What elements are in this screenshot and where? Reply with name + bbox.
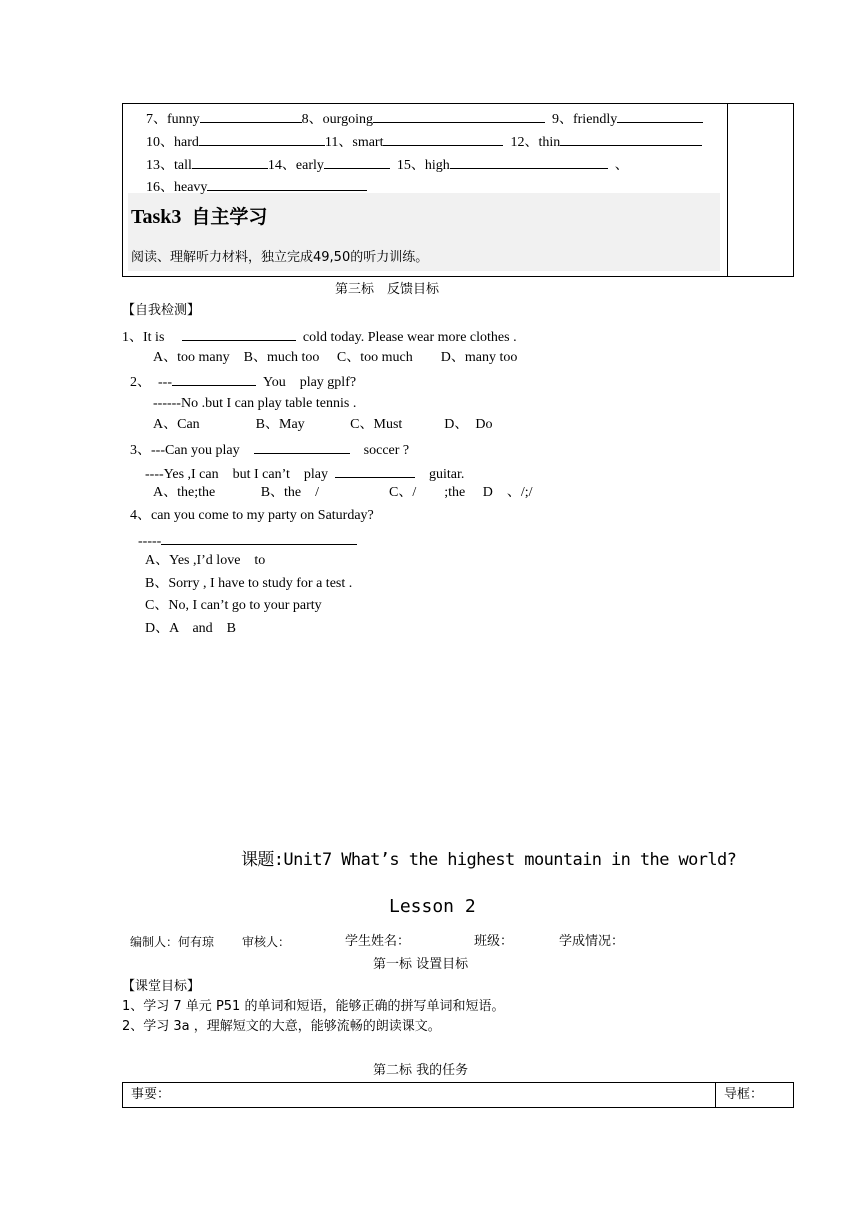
q4-stem: 4、can you come to my party on Saturday? — [130, 508, 374, 523]
table-divider — [727, 104, 728, 276]
q4-option-d: D、A and B — [145, 621, 236, 636]
section2-title: 第二标 我的任务 — [373, 1063, 469, 1078]
student-name-label: 学生姓名： — [345, 934, 411, 949]
reviewer-label: 审核人： — [242, 935, 291, 949]
vocab-row-4: 16、heavy — [146, 178, 367, 195]
goal-2: 2、学习 3a ，理解短文的大意，能够流畅的朗读课文。 — [122, 1019, 441, 1034]
q2-reply: ------No .but I can play table tennis . — [153, 396, 357, 411]
section1-title: 第一标 设置目标 — [373, 957, 469, 972]
lesson-title: Lesson 2 — [389, 896, 476, 917]
table-divider — [715, 1083, 716, 1107]
q1-stem: 1、It is cold today. Please wear more clothes . — [122, 330, 517, 345]
q2-options: A、Can B、May C、Must D、 Do — [153, 417, 493, 432]
q4-option-b: B、Sorry , I have to study for a test . — [145, 576, 353, 591]
q4-reply: ----- — [138, 532, 357, 549]
task-table-col2: 导框： — [724, 1087, 764, 1102]
vocab-row-3: 13、tall 14、early 15、high 、 — [146, 158, 629, 173]
goal-1: 1、学习 7 单元 P51 的单词和短语，能够正确的拼写单词和短语。 — [122, 999, 505, 1014]
lesson-topic: 课题:Unit7 What’s the highest mountain in the world? — [241, 850, 737, 870]
task-table-col1: 事要： — [131, 1087, 171, 1102]
task3-description: 阅读、理解听力材料，独立完成49,50的听力训练。 — [131, 250, 429, 265]
result-label: 学成情况： — [559, 934, 625, 949]
section3-title: 第三标 反馈目标 — [335, 282, 440, 297]
task3-heading: Task3 自主学习 — [131, 206, 268, 228]
task-table — [122, 1082, 794, 1108]
editor-label: 编制人：何有琼 — [130, 935, 215, 949]
vocab-row-1: 7、funny 8、ourgoing 9、friendly — [146, 110, 703, 127]
vocab-row-2: 10、hard 11、smart 12、thin — [146, 133, 702, 150]
q4-option-a: A、Yes ,I’d love to — [145, 553, 266, 568]
q3-stem: 3、---Can you play soccer ? — [130, 443, 410, 458]
q1-options: A、too many B、much too C、too much D、many too — [153, 350, 518, 365]
q2-stem: 2、 --- You play gplf? — [130, 375, 357, 390]
goals-title: 【课堂目标】 — [122, 979, 201, 994]
q3-options: A、the;the B、the / C、/ ;the D 、/;/ — [153, 485, 533, 500]
q4-option-c: C、No, I can’t go to your party — [145, 598, 322, 613]
self-test-title: 【自我检测】 — [122, 303, 201, 318]
class-label: 班级： — [474, 934, 514, 949]
q3-reply: ----Yes ,I can but I can’t play guitar. — [145, 467, 465, 482]
